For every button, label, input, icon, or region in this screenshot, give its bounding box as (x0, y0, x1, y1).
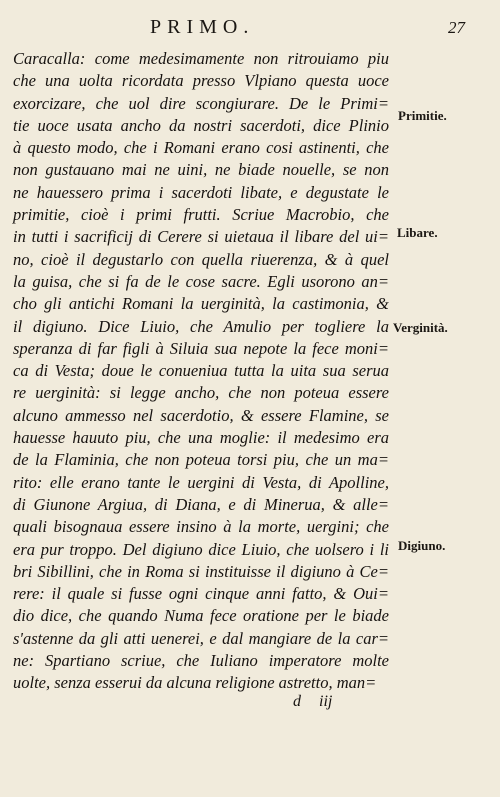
text-line: speranza di far figli à Siluia sua nepote la fece moni= (13, 338, 389, 358)
text-line: de la Flaminia, che non poteua torsi piu, che un ma= (13, 450, 389, 470)
text-line: cho gli antichi Romani la uerginità, la castimonia, & (13, 294, 389, 314)
text-line: era pur troppo. Del digiuno dice Liuio, che uolsero i li (13, 539, 389, 559)
text-line: s'astenne da gli atti uenerei, e dal mangiare de la car= (13, 628, 389, 648)
text-line: la guisa, che si fa de le cose sacre. Egli usorono an= (13, 271, 389, 291)
text-line: uolte, senza esserui da alcuna religione astretto, man= (13, 673, 377, 693)
page-header (0, 14, 500, 42)
text-line: Caracalla: come medesimamente non ritrouiamo piu (13, 49, 389, 68)
page-number: 27 (448, 18, 465, 37)
text-line: exorcizare, che uol dire scongiurare. De le Primi= (13, 93, 389, 113)
text-line: rito: elle erano tante le uergini di Vesta, di Apolline, (13, 472, 389, 492)
text-line: ca di Vesta; doue le conueniua tutta la uita sua serua (13, 361, 389, 381)
marginal-note-verginita: Verginità. (393, 320, 448, 335)
text-line: alcuno ammesso nel sacerdotio, & essere Flamine, se (13, 405, 389, 425)
text-line: ne: Spartiano scriue, che Iuliano imperatore molte (13, 651, 389, 671)
text-line: rere: il quale si fusse ogni cinque anni fatto, & Oui= (13, 584, 389, 604)
text-line: bri Sibillini, che in Roma si instituisse il digiuno à Ce= (13, 561, 389, 581)
text-line: in tutti i sacrificij di Cerere si uietaua il libare del ui= (13, 227, 389, 247)
text-line: ne hauessero prima i sacerdoti libate, e degustate le (13, 182, 389, 202)
text-line: tie uoce usata ancho da nostri sacerdoti, dice Plinio (13, 115, 389, 135)
text-line: primitie, cioè i primi frutti. Scriue Macrobio, che (13, 205, 389, 225)
signature-mark: d iij (293, 693, 333, 710)
text-line: di Giunone Argiua, di Diana, e di Minerua, & alle= (13, 494, 389, 514)
text-line: non gustauano mai ne uini, ne biade nouelle, se non (13, 160, 389, 180)
marginal-note-digiuno: Digiuno. (398, 538, 446, 553)
text-line: che una uolta ricordata presso Vlpiano questa uoce (13, 71, 389, 91)
text-line: dio dice, che quando Numa fece oratione per le biade (13, 606, 389, 626)
text-line: il digiuno. Dice Liuio, che Amulio per togliere la (13, 316, 389, 336)
running-title: PRIMO. (150, 16, 255, 38)
text-line: no, cioè il degustarlo con quella riuerenza, & à quel (13, 249, 389, 269)
marginal-note-primitie: Primitie. (398, 108, 447, 123)
text-line: hauesse hauuto piu, che una moglie: il medesimo era (13, 428, 389, 448)
marginal-note-libare: Libare. (397, 225, 438, 240)
text-line: quali bisognaua essere insino à la morte, uergini; che (13, 517, 389, 537)
text-line: re uerginità: si legge ancho, che non poteua essere (13, 383, 389, 403)
text-line: à questo modo, che i Romani erano cosi astinenti, che (13, 138, 389, 158)
body-text (13, 48, 389, 695)
